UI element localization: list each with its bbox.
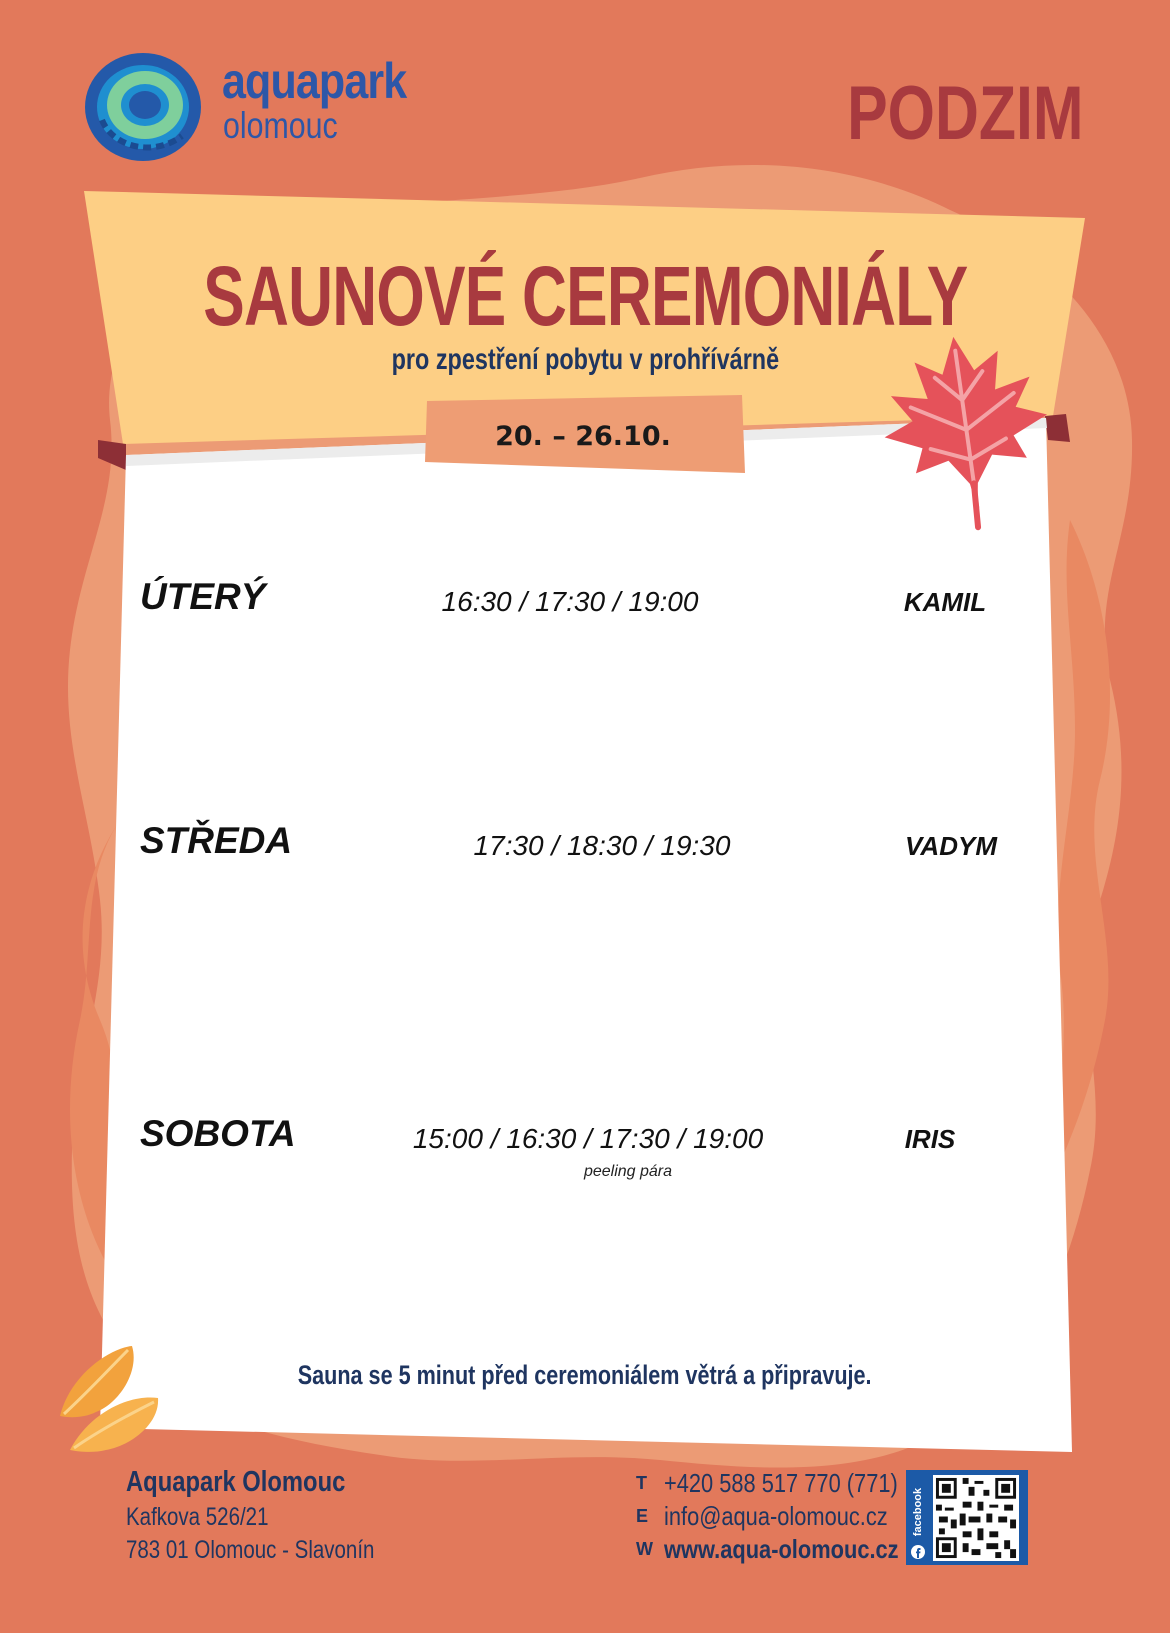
web-link[interactable]: www.aqua-olomouc.cz <box>664 1534 899 1564</box>
banner-fold-right <box>1045 414 1070 442</box>
schedule-host: IRIS <box>904 1124 956 1154</box>
phone-label: T <box>636 1473 647 1493</box>
qr-code-icon <box>933 1475 1019 1561</box>
schedule-times: 17:30 / 18:30 / 19:30 <box>473 830 731 861</box>
contact-email[interactable] <box>636 1503 943 1536</box>
page-subtitle <box>0 345 1170 375</box>
address-city: 783 01 Olomouc - Slavonín <box>126 1536 375 1564</box>
schedule-day: ÚTERÝ <box>140 576 266 617</box>
page-title-text: SAUNOVÉ CEREMONIÁLY <box>202 249 968 343</box>
address-street: Kafkova 526/21 <box>126 1503 269 1531</box>
schedule-host: VADYM <box>905 831 997 861</box>
schedule-day: SOBOTA <box>140 1113 296 1154</box>
aquapark-logo[interactable] <box>82 50 427 165</box>
web-label: W <box>636 1539 653 1559</box>
schedule-times: 16:30 / 17:30 / 19:00 <box>441 586 699 617</box>
ventilation-notice-text: Sauna se 5 minut před ceremoniálem větrá a připravuje. <box>298 1360 872 1390</box>
footer-contact <box>636 1470 943 1569</box>
facebook-strip <box>906 1470 930 1565</box>
email-link[interactable]: info@aqua-olomouc.cz <box>664 1501 888 1531</box>
contact-web[interactable] <box>636 1536 943 1569</box>
schedule-day: STŘEDA <box>140 820 293 861</box>
footer-address <box>126 1468 429 1563</box>
schedule-note: peeling pára <box>583 1163 673 1180</box>
email-label: E <box>636 1506 649 1526</box>
paper-sheet <box>100 418 1072 1452</box>
contact-phone[interactable] <box>636 1470 943 1503</box>
schedule-host: KAMIL <box>903 587 987 617</box>
facebook-label: facebook <box>912 1487 924 1537</box>
address-name: Aquapark Olomouc <box>126 1466 346 1498</box>
date-range: 20. – 26.10. <box>495 421 671 452</box>
schedule-times: 15:00 / 16:30 / 17:30 / 19:00 <box>412 1123 764 1154</box>
logo-city: olomouc <box>223 105 338 146</box>
season-label: PODZIM <box>847 71 1084 156</box>
page-title <box>0 249 1170 343</box>
phone-number[interactable]: +420 588 517 770 (771) <box>664 1468 898 1498</box>
aquapark-logo-icon <box>82 50 204 165</box>
logo-wordmark: aquapark <box>222 53 407 109</box>
facebook-qr[interactable] <box>906 1470 1028 1565</box>
ventilation-notice <box>0 1362 1170 1389</box>
facebook-icon <box>910 1544 926 1560</box>
page-subtitle-text: pro zpestření pobytu v prohřívárně <box>391 343 779 376</box>
